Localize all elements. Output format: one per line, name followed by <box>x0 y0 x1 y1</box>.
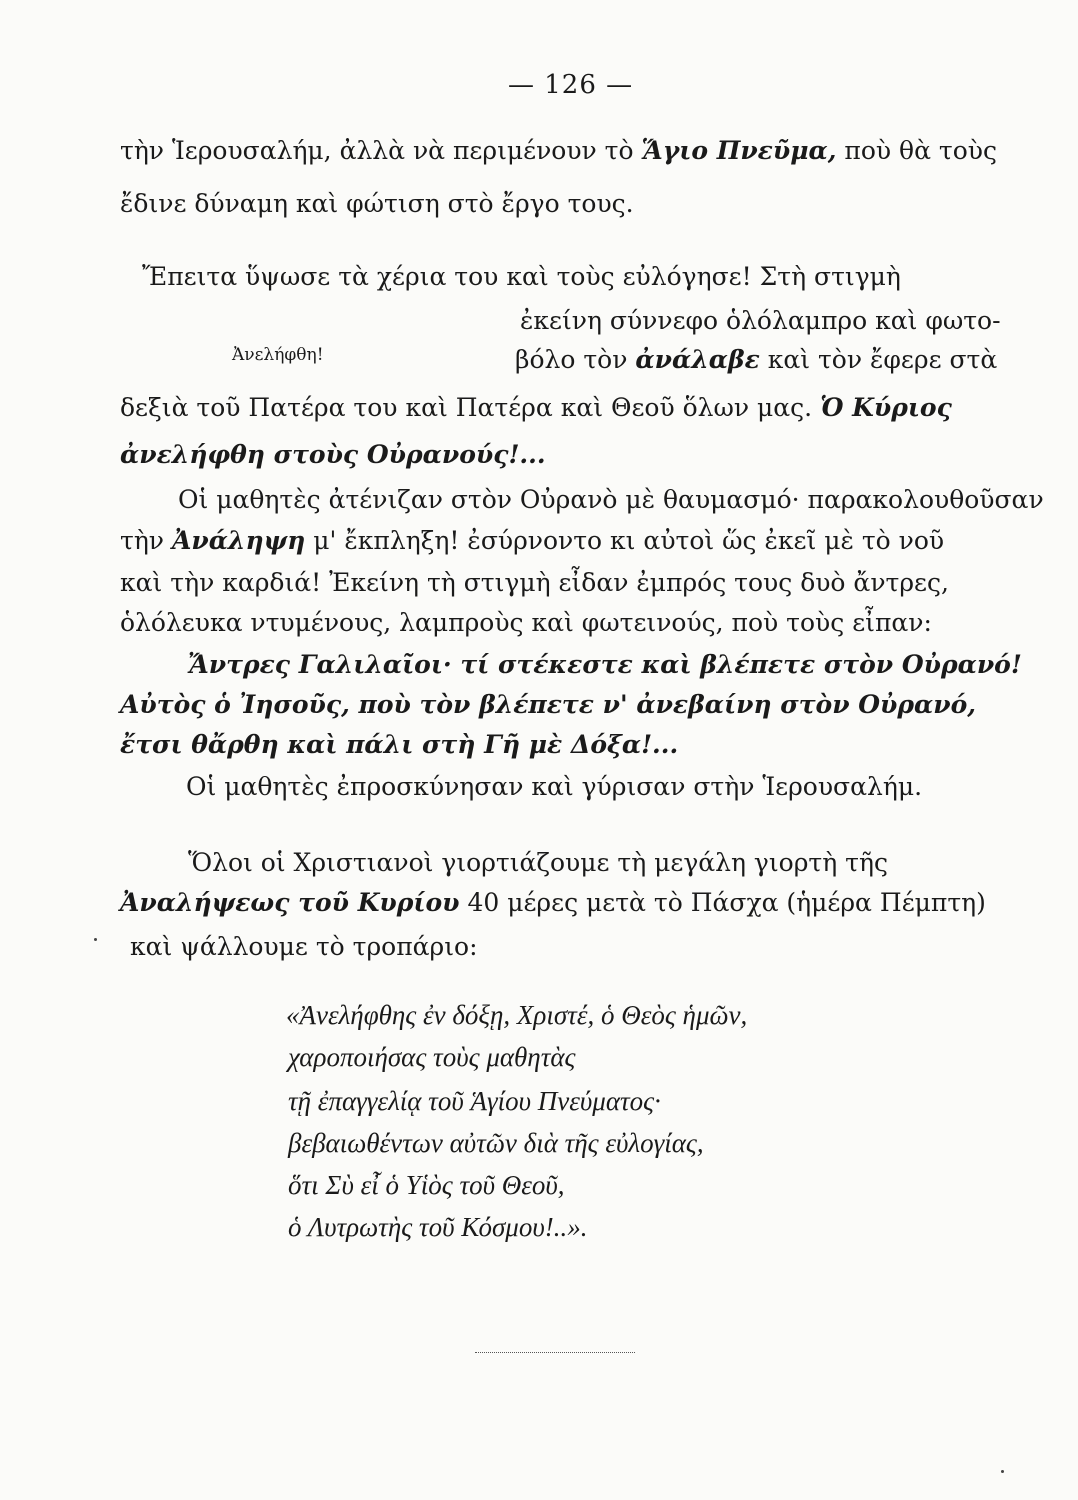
paragraph-2-line-2: ἐκείνη σύννεφο ὁλόλαμπρο καὶ φωτο- <box>520 306 1001 335</box>
paragraph-1-line-1: τὴν Ἱερουσαλήμ, ἀλλὰ νὰ περιμένουν τὸ Ἅγιο Πνεῦμα, ποὺ θὰ τοὺς <box>120 136 998 165</box>
troparion-line-4: βεβαιωθέντων αὐτῶν διὰ τῆς εὐλογίας, <box>288 1128 704 1158</box>
troparion-line-1: «Ἀνελήφθης ἐν δόξῃ, Χριστέ, ὁ Θεὸς ἡμῶν, <box>286 1000 748 1030</box>
paragraph-2-line-3: βόλο τὸν ἀνάλαβε καὶ τὸν ἔφερε στὰ <box>515 345 998 374</box>
print-speck <box>1001 1470 1004 1473</box>
paragraph-2-line-4: δεξιὰ τοῦ Πατέρα του καὶ Πατέρα καὶ Θεοῦ ὅλων μας. Ὁ Κύριος <box>120 393 952 422</box>
paragraph-2-line-1: Ἔπειτα ὕψωσε τὰ χέρια του καὶ τοὺς εὐλόγησε! Στὴ στιγμὴ <box>142 262 901 291</box>
margin-note: Ἀνελήφθη! <box>232 345 324 365</box>
paragraph-5-line-3: καὶ ψάλλουμε τὸ τροπάριο: <box>130 932 478 961</box>
paragraph-3-line-1: Οἱ μαθητὲς ἀτένιζαν στὸν Οὐρανὸ μὲ θαυμασμό· παρακολουθοῦσαν <box>178 485 1044 514</box>
paragraph-5-line-1: Ὅλοι οἱ Χριστιανοὶ γιορτιάζουμε τὴ μεγάλη γιορτὴ τῆς <box>188 848 888 877</box>
paragraph-4: Οἱ μαθητὲς ἐπροσκύνησαν καὶ γύρισαν στὴν Ἱερουσαλήμ. <box>186 772 923 801</box>
angels-speech-line-2: Αὐτὸς ὁ Ἰησοῦς, ποὺ τὸν βλέπετε ν' ἀνεβαίνη στὸν Οὐρανό, <box>120 690 976 719</box>
troparion-line-3: τῇ ἐπαγγελίᾳ τοῦ Ἁγίου Πνεύματος· <box>288 1086 661 1116</box>
page-number: — 126 — <box>508 70 634 100</box>
troparion-line-2: χαροποιήσας τοὺς μαθητὰς <box>288 1042 576 1072</box>
paragraph-5-line-2: Ἀναλήψεως τοῦ Κυρίου 40 μέρες μετὰ τὸ Πάσχα (ἡμέρα Πέμπτη) <box>120 888 986 917</box>
paragraph-2-line-5: ἀνελήφθη στοὺς Οὐρανούς!... <box>120 440 546 469</box>
angels-speech-line-1: Ἄντρες Γαλιλαῖοι· τί στέκεστε καὶ βλέπετε στὸν Οὐρανό! <box>188 650 1022 679</box>
troparion-line-5: ὅτι Σὺ εἶ ὁ Υἱὸς τοῦ Θεοῦ, <box>288 1170 565 1200</box>
paragraph-3-line-2: τὴν Ἀνάληψη μ' ἔκπληξη! ἐσύρνοντο κι αὐτοὶ ὥς ἐκεῖ μὲ τὸ νοῦ <box>120 526 945 555</box>
closing-rule <box>475 1352 635 1353</box>
angels-speech-line-3: ἔτσι θἄρθη καὶ πάλι στὴ Γῆ μὲ Δόξα!... <box>120 730 679 759</box>
troparion-line-6: ὁ Λυτρωτὴς τοῦ Κόσμου!..». <box>288 1212 588 1242</box>
paragraph-1-line-2: ἔδινε δύναμη καὶ φώτιση στὸ ἔργο τους. <box>120 189 634 218</box>
paragraph-3-line-3: καὶ τὴν καρδιά! Ἐκείνη τὴ στιγμὴ εἶδαν ἐμπρός τους δυὸ ἄντρες, <box>120 568 949 597</box>
print-speck <box>94 938 97 941</box>
paragraph-3-line-4: ὁλόλευκα ντυμένους, λαμπροὺς καὶ φωτεινούς, ποὺ τοὺς εἶπαν: <box>120 608 932 637</box>
